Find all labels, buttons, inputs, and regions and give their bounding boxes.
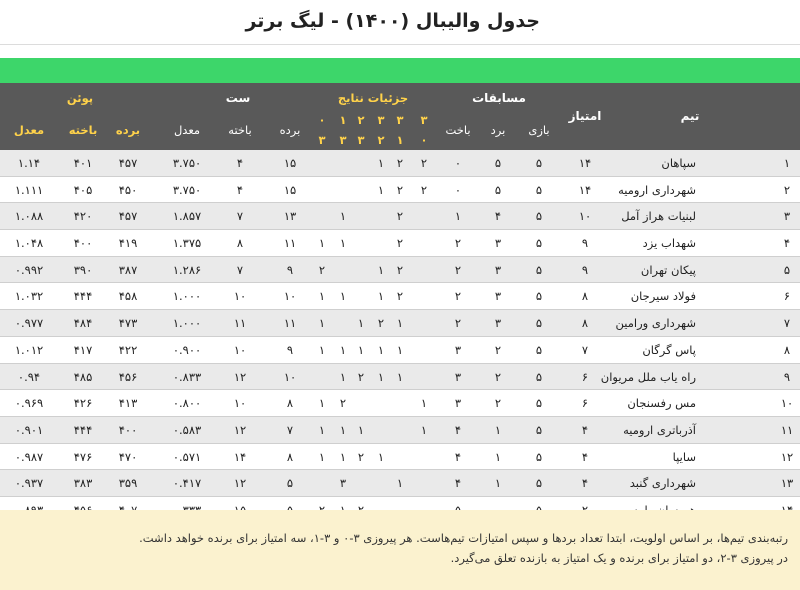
cell-won: ۴ — [494, 209, 502, 224]
cell-detail-13: ۱ — [339, 369, 347, 384]
header-d3-top: ۳ — [377, 113, 385, 127]
cell-points-lost: ۴۰۱ — [73, 156, 93, 170]
cell-points-lost: ۴۸۵ — [73, 369, 93, 384]
cell-sets-lost: ۱۰ — [233, 342, 247, 357]
cell-points-ratio: ۰.۹۶۹ — [14, 396, 44, 411]
cell-detail-32: ۱ — [377, 156, 385, 170]
cell-sets-lost: ۱۲ — [233, 422, 247, 437]
cell-sets-won: ۵ — [286, 476, 294, 491]
cell-lost: ۰ — [454, 156, 462, 170]
cell-won: ۱ — [494, 422, 502, 437]
cell-points-ratio: ۰.۹۹۲ — [14, 262, 44, 277]
cell-sets-lost: ۱۰ — [233, 396, 247, 411]
cell-lost: ۴ — [454, 422, 462, 437]
cell-points: ۶ — [581, 369, 589, 384]
table-row — [0, 257, 800, 284]
cell-rank: ۱۰ — [780, 396, 794, 411]
header-points: امتیاز — [568, 109, 602, 123]
cell-sets-lost: ۱۰ — [233, 289, 247, 304]
cell-points-won: ۳۸۷ — [118, 262, 138, 277]
header-d1-top: ۳ — [420, 113, 428, 127]
cell-rank: ۷ — [783, 316, 791, 331]
cell-detail-31: ۲ — [396, 289, 404, 304]
header-d2-top: ۳ — [396, 113, 404, 127]
cell-sets-lost: ۷ — [236, 262, 244, 277]
cell-detail-13: ۱ — [339, 289, 347, 304]
cell-detail-13: ۱ — [339, 236, 347, 251]
cell-points: ۱۴ — [578, 182, 592, 197]
header-pts-won: برده — [115, 123, 141, 137]
table-row — [0, 390, 800, 417]
cell-detail-13: ۲ — [339, 396, 347, 411]
cell-sets-ratio: ۱.۰۰۰ — [172, 289, 202, 304]
header-won: برد — [490, 123, 506, 137]
cell-detail-31: ۱ — [396, 369, 404, 384]
cell-detail-31: ۱ — [396, 316, 404, 331]
cell-detail-30: ۲ — [420, 156, 428, 170]
cell-sets-won: ۱۳ — [283, 209, 297, 224]
cell-detail-23: ۲ — [357, 449, 365, 464]
cell-sets-lost: ۱۲ — [233, 476, 247, 491]
cell-points-ratio: ۰.۹۷۷ — [14, 316, 44, 331]
cell-lost: ۳ — [454, 396, 462, 411]
table-row — [0, 177, 800, 204]
cell-points-won: ۴۱۳ — [118, 396, 138, 411]
header-team: تیم — [680, 109, 700, 123]
cell-detail-32: ۱ — [377, 289, 385, 304]
cell-points-won: ۴۵۷ — [118, 156, 138, 170]
cell-played: ۵ — [535, 156, 543, 170]
accent-bar — [0, 58, 800, 83]
table-row — [0, 283, 800, 310]
cell-points-lost: ۴۷۶ — [73, 449, 93, 464]
cell-points-won: ۴۵۶ — [118, 369, 138, 384]
cell-detail-03: ۱ — [318, 316, 326, 331]
header-d4-top: ۲ — [357, 113, 365, 127]
cell-detail-03: ۲ — [318, 262, 326, 277]
cell-points: ۹ — [581, 236, 589, 251]
cell-points-lost: ۴۰۵ — [73, 182, 93, 197]
cell-detail-31: ۲ — [396, 182, 404, 197]
cell-detail-31: ۱ — [396, 476, 404, 491]
cell-sets-ratio: ۱.۲۸۶ — [172, 262, 202, 277]
cell-team: شهرداری گنبد — [629, 476, 696, 491]
cell-rank: ۹ — [783, 369, 791, 384]
cell-team: لبنیات هراز آمل — [621, 209, 696, 224]
cell-team: آذرباتری ارومیه — [623, 422, 696, 437]
cell-rank: ۳ — [783, 209, 791, 224]
cell-played: ۵ — [535, 262, 543, 277]
cell-detail-32: ۱ — [377, 262, 385, 277]
cell-sets-ratio: ۰.۵۸۳ — [172, 422, 202, 437]
cell-points-ratio: ۱.۰۱۲ — [14, 342, 44, 357]
header-d6-top: ۰ — [318, 113, 326, 127]
page-title: جدول والیبال (۱۴۰۰) - لیگ برتر — [245, 10, 540, 32]
cell-won: ۵ — [494, 156, 502, 170]
cell-points: ۸ — [581, 289, 589, 304]
header-details-group: جزئیات نتایج — [337, 91, 409, 105]
cell-detail-23: ۲ — [357, 369, 365, 384]
header-sets-ratio: معدل — [173, 123, 201, 137]
cell-points-ratio: ۱.۰۳۲ — [14, 289, 44, 304]
standings-table — [0, 150, 800, 524]
cell-team: مس رفسنجان — [627, 396, 696, 411]
cell-sets-won: ۱۰ — [283, 369, 297, 384]
cell-points-won: ۳۵۹ — [118, 476, 138, 491]
cell-sets-lost: ۱۱ — [233, 316, 247, 331]
cell-points-lost: ۴۱۷ — [73, 342, 93, 357]
header-d1-bottom: ۰ — [420, 133, 428, 147]
cell-points: ۹ — [581, 262, 589, 277]
table-row — [0, 310, 800, 337]
cell-won: ۲ — [494, 396, 502, 411]
header-pts-ratio: معدل — [13, 123, 45, 137]
cell-played: ۵ — [535, 209, 543, 224]
cell-won: ۳ — [494, 289, 502, 304]
cell-played: ۵ — [535, 342, 543, 357]
cell-sets-ratio: ۱.۳۷۵ — [172, 236, 202, 251]
cell-won: ۳ — [494, 262, 502, 277]
header-played: بازی — [528, 123, 550, 137]
cell-sets-ratio: ۱.۰۰۰ — [172, 316, 202, 331]
cell-team: سایپا — [672, 449, 696, 464]
cell-detail-31: ۱ — [396, 342, 404, 357]
cell-rank: ۱ — [783, 156, 791, 170]
header-d4-bottom: ۳ — [357, 133, 365, 147]
cell-rank: ۱۳ — [780, 476, 794, 491]
cell-points-lost: ۳۸۳ — [73, 476, 93, 491]
cell-detail-03: ۱ — [318, 422, 326, 437]
cell-detail-03: ۱ — [318, 449, 326, 464]
cell-sets-lost: ۴ — [236, 182, 244, 197]
cell-lost: ۳ — [454, 342, 462, 357]
cell-detail-31: ۲ — [396, 262, 404, 277]
cell-points-ratio: ۱.۰۴۸ — [14, 236, 44, 251]
cell-lost: ۲ — [454, 316, 462, 331]
table-row — [0, 364, 800, 391]
cell-sets-won: ۱۰ — [283, 289, 297, 304]
cell-played: ۵ — [535, 182, 543, 197]
cell-sets-lost: ۸ — [236, 236, 244, 251]
cell-points-lost: ۴۸۴ — [73, 316, 93, 331]
cell-team: شهرداری ورامین — [615, 316, 696, 331]
header-d2-bottom: ۱ — [396, 133, 404, 147]
cell-detail-03: ۱ — [318, 236, 326, 251]
cell-detail-03: ۱ — [318, 289, 326, 304]
header-pts-lost: باخته — [68, 123, 98, 137]
cell-sets-won: ۹ — [286, 262, 294, 277]
cell-played: ۵ — [535, 289, 543, 304]
cell-sets-ratio: ۰.۸۳۳ — [172, 369, 202, 384]
cell-points-ratio: ۰.۹۰۱ — [14, 422, 44, 437]
footer-note — [0, 510, 800, 590]
title-divider — [0, 44, 800, 45]
cell-sets-lost: ۱۴ — [233, 449, 247, 464]
cell-lost: ۲ — [454, 262, 462, 277]
cell-lost: ۲ — [454, 289, 462, 304]
cell-rank: ۱۱ — [780, 422, 794, 437]
cell-team: پیکان تهران — [640, 262, 696, 277]
cell-points-won: ۴۵۰ — [118, 182, 138, 197]
cell-points: ۴ — [581, 422, 589, 437]
cell-lost: ۳ — [454, 369, 462, 384]
cell-points-ratio: ۱.۰۸۸ — [14, 209, 44, 224]
cell-points-ratio: ۰.۹۸۷ — [14, 449, 44, 464]
cell-detail-32: ۱ — [377, 369, 385, 384]
cell-sets-won: ۱۵ — [283, 156, 297, 170]
cell-points: ۶ — [581, 396, 589, 411]
cell-detail-13: ۱ — [339, 342, 347, 357]
cell-sets-won: ۱۱ — [283, 316, 297, 331]
cell-points-won: ۴۵۸ — [118, 289, 138, 304]
cell-detail-31: ۲ — [396, 209, 404, 224]
cell-points-lost: ۳۹۰ — [73, 262, 93, 277]
cell-points-lost: ۴۲۶ — [73, 396, 93, 411]
cell-sets-lost: ۱۲ — [233, 369, 247, 384]
cell-won: ۱ — [494, 476, 502, 491]
header-matches-group: مسابقات — [472, 91, 526, 105]
cell-played: ۵ — [535, 422, 543, 437]
cell-detail-31: ۲ — [396, 236, 404, 251]
table-row — [0, 444, 800, 471]
cell-detail-32: ۱ — [377, 182, 385, 197]
header-lost: باخت — [445, 123, 471, 137]
cell-lost: ۲ — [454, 236, 462, 251]
cell-points-won: ۴۵۷ — [118, 209, 138, 224]
cell-played: ۵ — [535, 476, 543, 491]
cell-lost: ۱ — [454, 209, 462, 224]
cell-points: ۴ — [581, 476, 589, 491]
cell-won: ۲ — [494, 342, 502, 357]
cell-played: ۵ — [535, 396, 543, 411]
cell-points-won: ۴۰۰ — [118, 422, 138, 437]
cell-team: شهداب یزد — [642, 236, 696, 251]
cell-detail-23: ۱ — [357, 422, 365, 437]
cell-sets-won: ۹ — [286, 342, 294, 357]
cell-points: ۱۴ — [578, 156, 592, 170]
cell-rank: ۱۲ — [780, 449, 794, 464]
cell-sets-ratio: ۳.۷۵۰ — [172, 182, 202, 197]
cell-sets-won: ۷ — [286, 422, 294, 437]
header-sets-lost: باخته — [228, 123, 252, 137]
cell-rank: ۶ — [783, 289, 791, 304]
cell-rank: ۵ — [783, 262, 791, 277]
cell-won: ۲ — [494, 369, 502, 384]
footer-line-2: در پیروزی ۳-۲، دو امتیاز برای برنده و یک امتیاز به بازنده تعلق می‌گیرد. — [450, 551, 788, 565]
cell-sets-ratio: ۰.۵۷۱ — [172, 449, 202, 464]
cell-played: ۵ — [535, 316, 543, 331]
cell-won: ۱ — [494, 449, 502, 464]
cell-detail-31: ۲ — [396, 156, 404, 170]
cell-detail-32: ۱ — [377, 449, 385, 464]
table-row — [0, 150, 800, 177]
cell-won: ۳ — [494, 236, 502, 251]
cell-played: ۵ — [535, 369, 543, 384]
cell-detail-30: ۱ — [420, 422, 428, 437]
cell-team: شهرداری ارومیه — [618, 182, 696, 197]
cell-points-ratio: ۰.۹۴ — [17, 369, 41, 384]
cell-points-lost: ۴۰۰ — [73, 236, 93, 251]
cell-points: ۱۰ — [578, 209, 592, 224]
table-header — [0, 83, 800, 150]
table-row — [0, 417, 800, 444]
table-row — [0, 337, 800, 364]
cell-detail-03: ۱ — [318, 396, 326, 411]
cell-points-ratio: ۰.۹۳۷ — [14, 476, 44, 491]
cell-detail-30: ۲ — [420, 182, 428, 197]
cell-detail-13: ۳ — [339, 476, 347, 491]
cell-points: ۷ — [581, 342, 589, 357]
cell-rank: ۲ — [783, 182, 791, 197]
cell-points-won: ۴۲۲ — [118, 342, 138, 357]
cell-points-lost: ۴۴۴ — [73, 422, 93, 437]
cell-sets-ratio: ۱.۸۵۷ — [172, 209, 202, 224]
cell-points-won: ۴۷۰ — [118, 449, 138, 464]
cell-lost: ۴ — [454, 449, 462, 464]
header-d3-bottom: ۲ — [377, 133, 385, 147]
cell-won: ۵ — [494, 182, 502, 197]
header-sets-won: برده — [279, 123, 301, 137]
cell-won: ۳ — [494, 316, 502, 331]
header-d5-bottom: ۳ — [339, 133, 347, 147]
cell-sets-ratio: ۳.۷۵۰ — [172, 156, 202, 170]
cell-detail-13: ۱ — [339, 209, 347, 224]
cell-sets-ratio: ۰.۸۰۰ — [172, 396, 202, 411]
cell-detail-13: ۱ — [339, 449, 347, 464]
cell-detail-03: ۱ — [318, 342, 326, 357]
cell-sets-won: ۸ — [286, 449, 294, 464]
cell-points: ۴ — [581, 449, 589, 464]
header-points-group: پوئن — [66, 91, 94, 105]
header-d5-top: ۱ — [339, 113, 347, 127]
cell-detail-32: ۲ — [377, 316, 385, 331]
header-sets-group: ست — [225, 91, 251, 105]
cell-lost: ۴ — [454, 476, 462, 491]
cell-sets-won: ۱۵ — [283, 182, 297, 197]
header-d6-bottom: ۳ — [318, 133, 326, 147]
cell-points: ۸ — [581, 316, 589, 331]
cell-team: پاس گرگان — [642, 342, 696, 357]
cell-points-lost: ۴۴۴ — [73, 289, 93, 304]
cell-detail-30: ۱ — [420, 396, 428, 411]
cell-sets-won: ۱۱ — [283, 236, 297, 251]
cell-played: ۵ — [535, 449, 543, 464]
cell-points-lost: ۴۲۰ — [73, 209, 93, 224]
cell-points-won: ۴۱۹ — [118, 236, 138, 251]
cell-sets-lost: ۴ — [236, 156, 244, 170]
cell-detail-23: ۱ — [357, 342, 365, 357]
cell-points-ratio: ۱.۱۱۱ — [14, 182, 44, 197]
table-row — [0, 470, 800, 497]
cell-points-won: ۴۷۳ — [118, 316, 138, 331]
footer-line-1: رتبه‌بندی تیم‌ها، بر اساس اولویت، ابتدا تعداد بردها و سپس امتیازات تیم‌هاست. هر پیروزی ۳-۰ و ۳-۱، سه امتیاز برای برنده خواهد داشت. — [139, 531, 788, 545]
cell-team: سپاهان — [661, 156, 696, 170]
table-row — [0, 230, 800, 257]
cell-detail-13: ۱ — [339, 422, 347, 437]
cell-team: راه یاب ملل مریوان — [600, 369, 696, 384]
cell-rank: ۴ — [783, 236, 791, 251]
cell-lost: ۰ — [454, 182, 462, 197]
cell-points-ratio: ۱.۱۴ — [17, 156, 41, 170]
cell-sets-lost: ۷ — [236, 209, 244, 224]
cell-played: ۵ — [535, 236, 543, 251]
cell-sets-ratio: ۰.۹۰۰ — [172, 342, 202, 357]
cell-sets-ratio: ۰.۴۱۷ — [172, 476, 202, 491]
table-row — [0, 203, 800, 230]
cell-detail-32: ۱ — [377, 342, 385, 357]
cell-team: فولاد سیرجان — [630, 289, 696, 304]
cell-sets-won: ۸ — [286, 396, 294, 411]
cell-detail-23: ۱ — [357, 316, 365, 331]
cell-rank: ۸ — [783, 342, 791, 357]
